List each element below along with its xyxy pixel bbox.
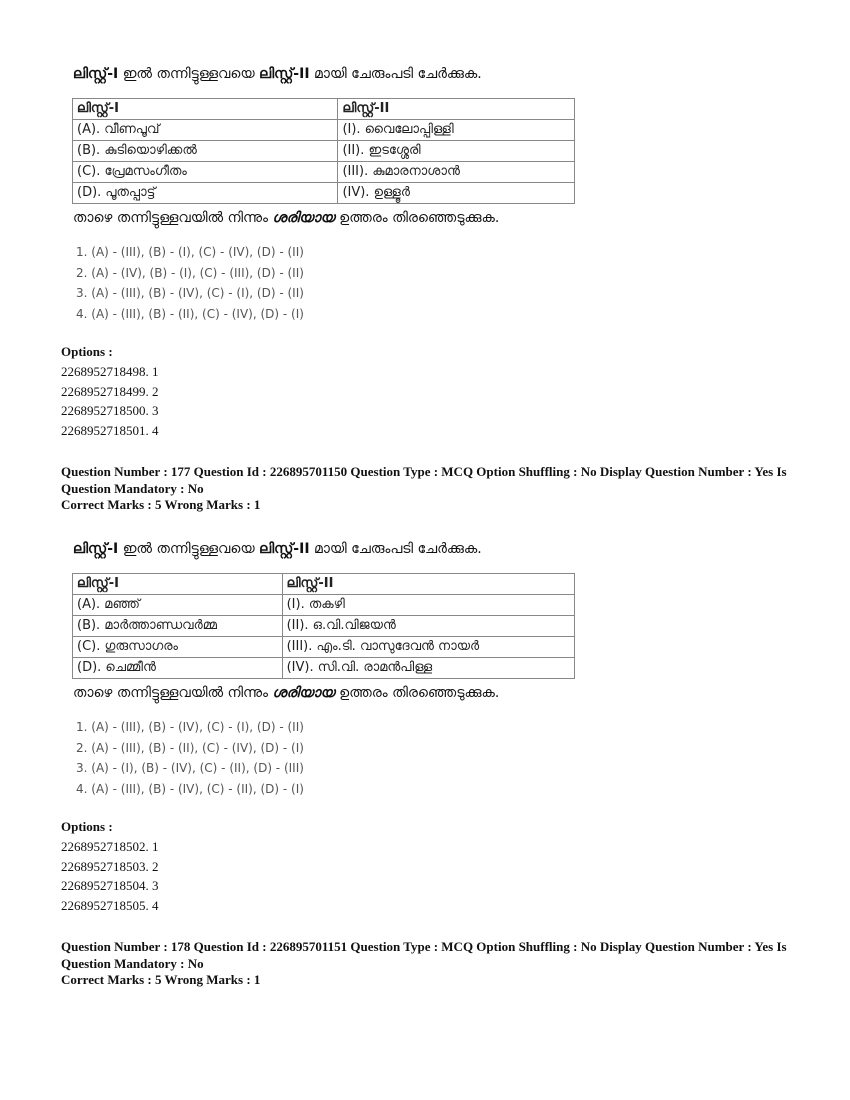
- table-cell: (I). വൈലോപ്പിള്ളി: [338, 120, 575, 141]
- q177-instruction-list2: ലിസ്റ്റ്-II: [259, 541, 310, 557]
- q176-match-table: [72, 98, 575, 204]
- q178-meta-line2: Correct Marks : 5 Wrong Marks : 1: [61, 972, 261, 987]
- table-cell: (A). വീണപൂവ്: [73, 120, 338, 141]
- table-cell: (III). കുമാരനാശാൻ: [338, 162, 575, 183]
- table-header-row: [73, 574, 575, 595]
- q177-prompt-end: ഉത്തരം തിരഞ്ഞെടുക്കുക.: [334, 685, 500, 701]
- q176-instruction-end: മായി ചേരുംപടി ചേർക്കുക.: [309, 66, 482, 82]
- table-row: [73, 162, 575, 183]
- q176-instruction-mid: ഇൽ തന്നിട്ടുള്ളവയെ: [118, 66, 260, 82]
- table-row: [73, 658, 575, 679]
- q176-prompt-end: ഉത്തരം തിരഞ്ഞെടുക്കുക.: [334, 210, 500, 226]
- q178-meta-line1: Question Number : 178 Question Id : 226895701151 Question Type : MCQ Option Shuffling : No Display Question Number : Yes Is Question Mandatory : No: [61, 939, 787, 971]
- list-item: 2268952718501. 4: [61, 422, 159, 438]
- table-cell: (B). മാർത്താണ്ഡവർമ്മ: [73, 616, 283, 637]
- q176-prompt: [73, 210, 499, 226]
- table-cell: (I). തകഴി: [282, 595, 574, 616]
- list-item: 2268952718499. 2: [61, 383, 159, 399]
- list-item: 1. (A) - (III), (B) - (I), (C) - (IV), (D) - (II): [76, 245, 304, 259]
- q177-prompt: [73, 685, 499, 701]
- table-row: [73, 183, 575, 204]
- table-cell: (II). ഒ.വി.വിജയൻ: [282, 616, 574, 637]
- q176-instruction: [73, 66, 482, 82]
- list-item: 2268952718500. 3: [61, 403, 159, 418]
- list-item: 4. (A) - (III), (B) - (IV), (C) - (II), (D) - (I): [76, 781, 304, 796]
- table-cell: (IV). സി.വി. രാമൻപിള്ള: [282, 658, 574, 679]
- q177-meta: [61, 464, 801, 514]
- q177-instruction-mid: ഇൽ തന്നിട്ടുള്ളവയെ: [118, 541, 260, 557]
- q177-instruction: [73, 541, 482, 557]
- table-header-row: [73, 99, 575, 120]
- table-row: [73, 637, 575, 658]
- table-row: [73, 141, 575, 162]
- q177-prompt-emphasis: ശരിയായ: [272, 685, 335, 701]
- q178-meta: [61, 939, 801, 989]
- list-item: 3. (A) - (I), (B) - (IV), (C) - (II), (D) - (III): [76, 761, 304, 775]
- q177-options-list: [61, 837, 159, 915]
- list-item: 2. (A) - (IV), (B) - (I), (C) - (III), (D) - (II): [76, 265, 304, 280]
- q176-instruction-list1: ലിസ്റ്റ്-I: [73, 66, 119, 82]
- table-row: [73, 616, 575, 637]
- table-row: [73, 595, 575, 616]
- q177-options-title: Options :: [61, 819, 113, 834]
- q177-match-table: [72, 573, 575, 679]
- q176-options-title: Options :: [61, 344, 113, 359]
- table-cell: (C). ഗുരുസാഗരം: [73, 637, 283, 658]
- list-item: 1. (A) - (III), (B) - (IV), (C) - (I), (D) - (II): [76, 720, 304, 734]
- q177-meta-line1: Question Number : 177 Question Id : 226895701150 Question Type : MCQ Option Shuffling : No Display Question Number : Yes Is Question Mandatory : No: [61, 464, 787, 496]
- table-cell: (II). ഇടശ്ശേരി: [338, 141, 575, 162]
- q177-answer-choices: [76, 717, 304, 799]
- q176-answer-choices: [76, 242, 304, 324]
- table-header-list2: ലിസ്റ്റ്-II: [282, 574, 574, 595]
- q176-prompt-emphasis: ശരിയായ: [272, 210, 335, 226]
- table-cell: (III). എം.ടി. വാസുദേവൻ നായർ: [282, 637, 574, 658]
- q177-prompt-start: താഴെ തന്നിട്ടുള്ളവയിൽ നിന്നും: [73, 685, 273, 701]
- table-cell: (C). പ്രേമസംഗീതം: [73, 162, 338, 183]
- q177-meta-line2: Correct Marks : 5 Wrong Marks : 1: [61, 497, 261, 512]
- q177-instruction-end: മായി ചേരുംപടി ചേർക്കുക.: [309, 541, 482, 557]
- list-item: 2268952718505. 4: [61, 897, 159, 913]
- table-header-list1: ലിസ്റ്റ്-I: [73, 99, 338, 120]
- table-cell: (A). മഞ്ഞ്: [73, 595, 283, 616]
- list-item: 2. (A) - (III), (B) - (II), (C) - (IV), (D) - (I): [76, 740, 304, 755]
- table-header-list1: ലിസ്റ്റ്-I: [73, 574, 283, 595]
- list-item: 4. (A) - (III), (B) - (II), (C) - (IV), (D) - (I): [76, 306, 304, 321]
- list-item: 2268952718503. 2: [61, 858, 159, 874]
- q177-instruction-list1: ലിസ്റ്റ്-I: [73, 541, 119, 557]
- table-header-list2: ലിസ്റ്റ്-II: [338, 99, 575, 120]
- table-cell: (B). കുടിയൊഴിക്കൽ: [73, 141, 338, 162]
- q176-options-list: [61, 362, 159, 440]
- list-item: 2268952718502. 1: [61, 839, 159, 854]
- list-item: 2268952718504. 3: [61, 878, 159, 893]
- q176-prompt-start: താഴെ തന്നിട്ടുള്ളവയിൽ നിന്നും: [73, 210, 273, 226]
- list-item: 3. (A) - (III), (B) - (IV), (C) - (I), (D) - (II): [76, 286, 304, 300]
- table-cell: (IV). ഉള്ളൂർ: [338, 183, 575, 204]
- table-cell: (D). ചെമ്മീൻ: [73, 658, 283, 679]
- table-row: [73, 120, 575, 141]
- list-item: 2268952718498. 1: [61, 364, 159, 379]
- table-cell: (D). പൂതപ്പാട്ട്: [73, 183, 338, 204]
- q176-instruction-list2: ലിസ്റ്റ്-II: [259, 66, 310, 82]
